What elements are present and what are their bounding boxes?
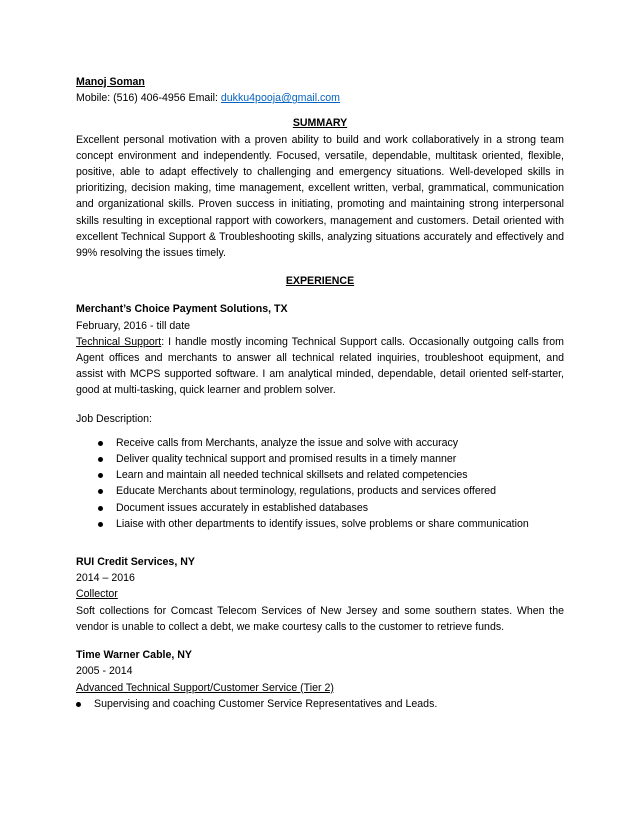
list-item: Liaise with other departments to identify issues, solve problems or share communication [98,516,564,532]
list-item: Document issues accurately in established databases [98,500,564,516]
job-company: Merchant’s Choice Payment Solutions, TX [76,303,288,316]
duties-list [76,435,564,532]
list-item: Receive calls from Merchants, analyze the issue and solve with accuracy [98,435,564,451]
job-dates: 2005 - 2014 [76,665,133,678]
job-description [76,334,564,399]
job-dates: 2014 – 2016 [76,572,135,585]
resume-content [76,74,564,712]
email-label: Email: [188,92,221,105]
job-role: Advanced Technical Support/Customer Service (Tier 2) [76,681,334,694]
job-company: RUI Credit Services, NY [76,556,195,569]
list-item: Educate Merchants about terminology, regulations, products and services offered [98,483,564,499]
contact-line [76,90,564,106]
list-item: Deliver quality technical support and promised results in a timely manner [98,451,564,467]
job-role: Collector [76,588,118,601]
job-role-suffix: : [161,335,169,348]
list-item: Learn and maintain all needed technical skillsets and related competencies [98,467,564,483]
job-company: Time Warner Cable, NY [76,649,192,662]
job-description: Soft collections for Comcast Telecom Services of New Jersey and some southern states. When the vendor is unable to collect a debt, we make courtesy calls to the customer to retrieve funds. [76,604,564,633]
summary-heading: SUMMARY [292,117,348,130]
experience-heading: EXPERIENCE [285,275,355,288]
email-link[interactable]: dukku4pooja@gmail.com [220,92,340,105]
list-item: Supervising and coaching Customer Service Representatives and Leads. [76,696,564,712]
mobile-label: Mobile: [76,92,114,105]
phone-number: (516) 406-4956 [113,92,186,105]
job-role: Technical Support [76,335,162,348]
job-description-label: Job Description: [76,412,152,425]
candidate-name: Manoj Soman [76,76,145,88]
job-description-text: I handle mostly incoming Technical Support calls. Occasionally outgoing calls from Agent offices and merchants to answer all technical related inquiries, troubleshoot equipment, and assist with MCPS supported software. I am analytical minded, dependable, detail oriented self-starter, good at multi-tasking, quick learner and problem solver. [76,335,564,397]
summary-text: Excellent personal motivation with a proven ability to build and work collaboratively in a strong team concept environment and independently. Focused, versatile, dependable, multitask oriented, flexible, positive, able to adapt effectively to challenging and emergency situations. Well-developed skills in prioritizing, decision making, time management, excellent written, verbal, grammatical, communication and organizational skills. Proven success in initiating, promoting and maintaining strong interpersonal skills resulting in exceptional rapport with coworkers, management and customers. Detail oriented with excellent Technical Support & Troubleshooting skills, analyzing situations accurately and effectively and 99% resolving the issues timely. [76,133,564,260]
job-dates: February, 2016 - till date [76,319,191,332]
duties-list [76,696,564,712]
